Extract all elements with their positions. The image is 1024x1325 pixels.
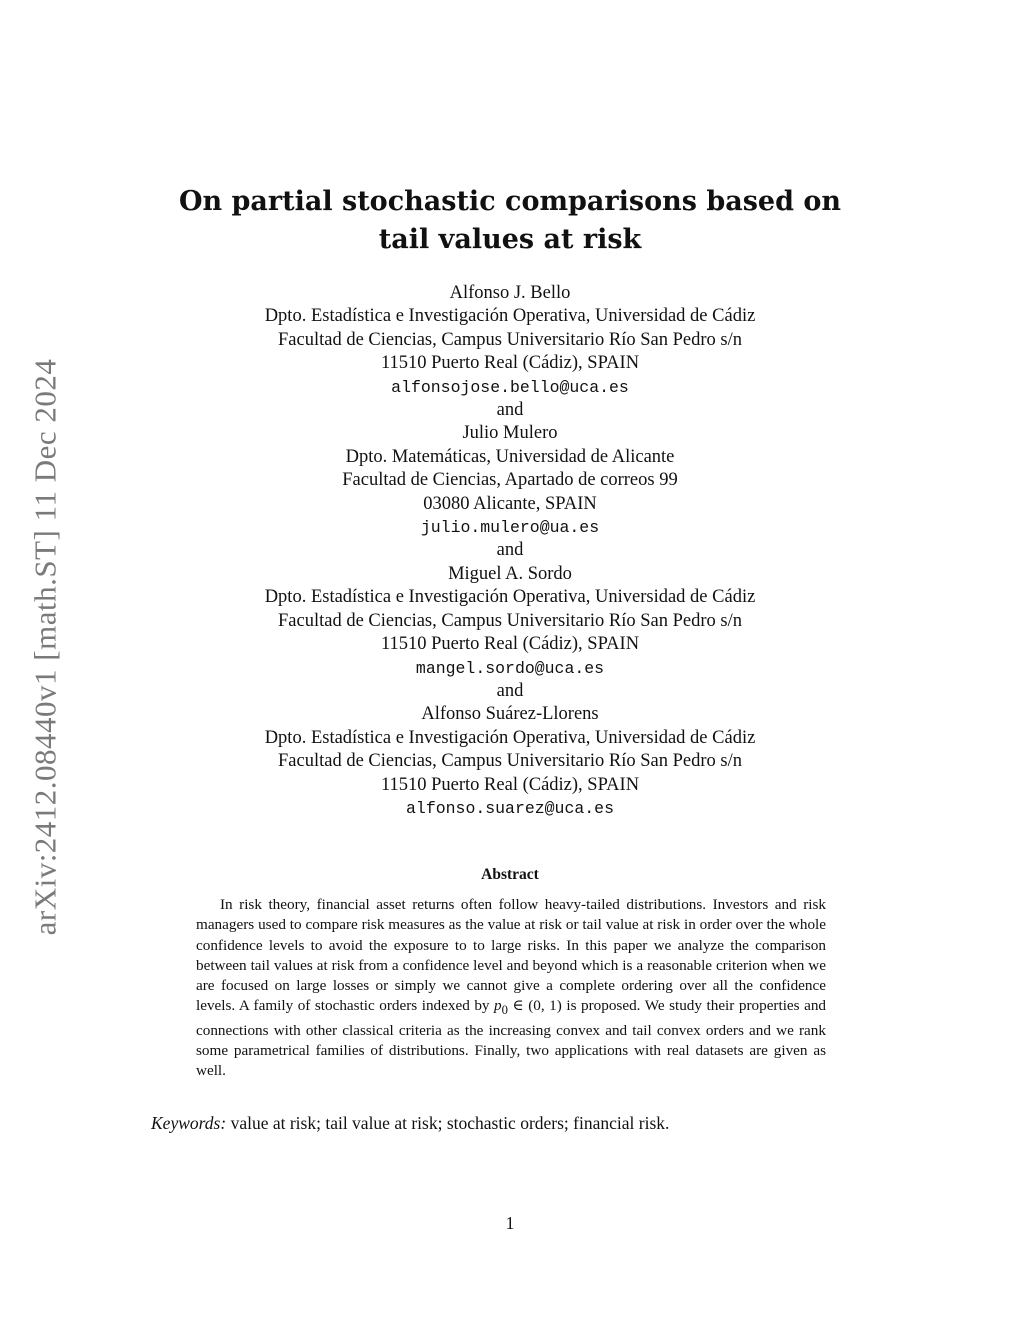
math-subscript: 0	[501, 1003, 508, 1018]
abstract-text	[196, 895, 826, 1082]
author-name: Alfonso Suárez-Llorens	[421, 704, 599, 725]
author-email: julio.mulero@ua.es	[420, 518, 600, 538]
math-variable: p	[494, 997, 502, 1015]
author-faculty: Facultad de Ciencias, Apartado de correos 99	[342, 470, 678, 491]
author-faculty: Facultad de Ciencias, Campus Universitario Río San Pedro s/n	[278, 751, 742, 772]
math-interval: ∈ (0, 1)	[512, 997, 562, 1015]
keywords-label: Keywords:	[151, 1113, 227, 1133]
author-address: 11510 Puerto Real (Cádiz), SPAIN	[380, 634, 640, 655]
author-department: Dpto. Estadística e Investigación Operativa, Universidad de Cádiz	[264, 587, 756, 608]
author-separator: and	[496, 680, 524, 701]
keywords-line	[151, 1112, 871, 1134]
author-email: mangel.sordo@uca.es	[415, 658, 605, 678]
author-email: alfonsojose.bello@uca.es	[391, 377, 629, 397]
author-address: 11510 Puerto Real (Cádiz), SPAIN	[380, 353, 640, 374]
author-entry	[160, 563, 860, 680]
author-name: Julio Mulero	[462, 423, 558, 444]
abstract-text-part: is proposed. We study their properties and connections with other classical criteria as the increasing convex and tail convex orders and we rank some parametrical families of distributions. Finally, two applications with real datasets are given as well.	[196, 997, 827, 1080]
author-department: Dpto. Estadística e Investigación Operativa, Universidad de Cádiz	[264, 306, 756, 327]
author-faculty: Facultad de Ciencias, Campus Universitario Río San Pedro s/n	[278, 329, 742, 350]
abstract-text-part: In risk theory, financial asset returns often follow heavy-tailed distributions. Investors and risk managers used to compare risk measures as the value at risk or tail value at risk in order over the whole confidence levels to avoid the exposure to to large risks. In this paper we analyze the comparison between tail values at risk from a confidence level and beyond which is a reasonable criterion when we are focused on large losses or simply we cannot give a complete ordering over all the confidence levels. A family of stochastic orders indexed by	[196, 896, 826, 1015]
author-department: Dpto. Estadística e Investigación Operativa, Universidad de Cádiz	[264, 727, 756, 748]
author-entry	[160, 422, 860, 539]
author-name: Miguel A. Sordo	[448, 563, 572, 584]
author-separator: and	[496, 400, 524, 421]
author-email: alfonso.suarez@uca.es	[406, 798, 614, 818]
paper-title: On partial stochastic comparisons based on tail values at risk	[178, 186, 842, 255]
author-entry	[160, 703, 860, 820]
page-number: 1	[505, 1213, 515, 1233]
author-block	[160, 282, 860, 820]
author-department: Dpto. Matemáticas, Universidad de Alicante	[345, 446, 675, 467]
author-entry	[160, 282, 860, 399]
author-faculty: Facultad de Ciencias, Campus Universitario Río San Pedro s/n	[278, 610, 742, 631]
author-name: Alfonso J. Bello	[449, 283, 571, 303]
keywords-list: value at risk; tail value at risk; stochastic orders; financial risk.	[230, 1113, 670, 1133]
math-expression	[494, 997, 562, 1018]
author-address: 11510 Puerto Real (Cádiz), SPAIN	[380, 774, 640, 795]
arxiv-sidebar-stamp	[26, 338, 64, 956]
abstract-heading: Abstract	[481, 866, 539, 883]
author-separator: and	[496, 540, 524, 561]
author-address: 03080 Alicante, SPAIN	[423, 493, 597, 514]
arxiv-identifier: arXiv:2412.08440v1 [math.ST] 11 Dec 2024	[27, 358, 63, 936]
